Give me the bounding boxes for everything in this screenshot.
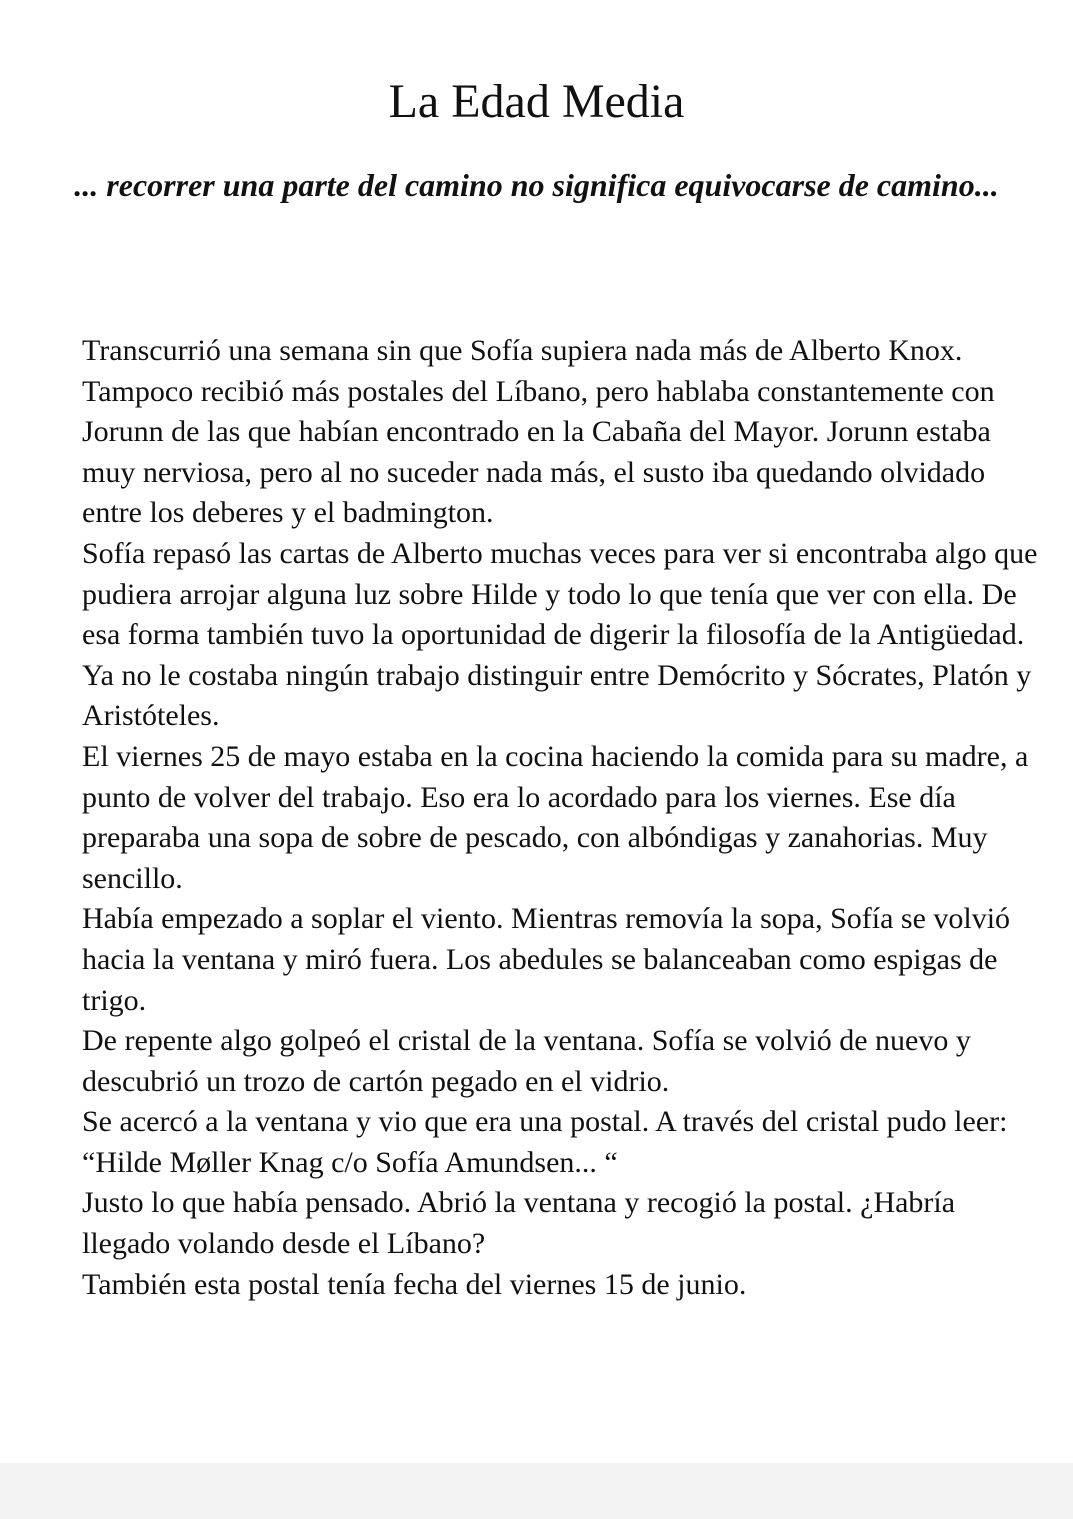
chapter-body [82, 331, 1042, 1305]
paragraph: Justo lo que había pensado. Abrió la ventana y recogió la postal. ¿Habría llegado volando desde el Líbano? [82, 1186, 956, 1261]
chapter-epigraph: ... recorrer una parte del camino no significa equivocarse de camino... [74, 167, 999, 203]
paragraph: Se acercó a la ventana y vio que era una postal. A través del cristal pudo leer: “Hilde Møller Knag c/o Sofía Amundsen... “ [82, 1105, 1008, 1179]
paragraph: Sofía repasó las cartas de Alberto muchas veces para ver si encontraba algo que pudiera arrojar alguna luz sobre Hilde y todo lo que tenía que ver con ella. De esa forma también tuvo la oportunidad de digerir la filosofía de la Antigüedad. Ya no le costaba ningún trabajo distinguir entre Demócrito y Sócrates, Platón y Aristóteles. [82, 536, 1038, 733]
paragraph: De repente algo golpeó el cristal de la ventana. Sofía se volvió de nuevo y descubrió un trozo de cartón pegado en el vidrio. [82, 1024, 971, 1098]
chapter-title: La Edad Media [388, 75, 685, 128]
paragraph: Había empezado a soplar el viento. Mientras removía la sopa, Sofía se volvió hacia la ventana y miró fuera. Los abedules se balanceaban como espigas de trigo. [82, 902, 1011, 1017]
paragraph: El viernes 25 de mayo estaba en la cocina haciendo la comida para su madre, a punto de volver del trabajo. Eso era lo acordado para los viernes. Ese día preparaba una sopa de sobre de pescado, con albóndigas y zanahorias. Muy sencillo. [82, 739, 1029, 895]
paragraph: Transcurrió una semana sin que Sofía supiera nada más de Alberto Knox. Tampoco recibió más postales del Líbano, pero hablaba constantemente con Jorunn de las que habían encontrado en la Cabaña del Mayor. Jorunn estaba muy nerviosa, pero al no suceder nada más, el susto iba quedando olvidado entre los deberes y el badmington. [82, 334, 995, 530]
paragraph: También esta postal tenía fecha del viernes 15 de junio. [82, 1267, 747, 1301]
page-bottom-margin [0, 1463, 1073, 1519]
